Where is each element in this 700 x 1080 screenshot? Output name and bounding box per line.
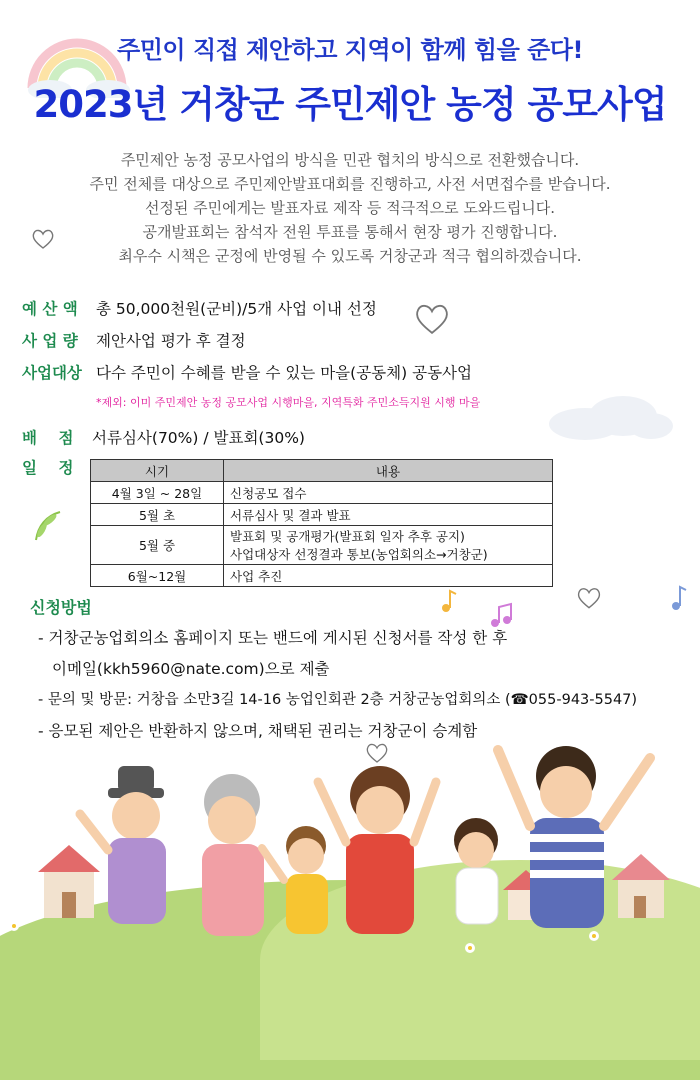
intro-paragraph xyxy=(0,148,700,268)
table-header: 시기 xyxy=(91,460,224,482)
schedule-content: 사업 추진 xyxy=(224,565,553,587)
apply-line: - 문의 및 방문: 거창읍 소만3길 14-16 농업인회관 2층 거창군농업회의소 (☎055-943-5547) xyxy=(38,692,638,708)
schedule-content-line: 사업대상자 선정결과 통보(농업회의소→거창군) xyxy=(230,547,488,562)
house-icon xyxy=(612,854,670,918)
schedule-period: 4월 3일 ~ 28일 xyxy=(91,482,224,504)
heart-icon xyxy=(30,228,56,250)
schedule-table xyxy=(90,459,553,587)
heart-icon xyxy=(412,302,452,336)
schedule-period: 5월 초 xyxy=(91,504,224,526)
apply-line: - 응모된 제안은 반환하지 않으며, 채택된 권리는 거창군이 승계함 xyxy=(38,722,478,740)
schedule-period: 6월~12월 xyxy=(91,565,224,587)
table-header-row xyxy=(91,460,553,482)
apply-heading: 신청방법 xyxy=(30,598,92,617)
budget-value: 총 50,000천원(군비)/5개 사업 이내 선정 xyxy=(96,300,377,318)
intro-line: 주민제안 농정 공모사업의 방식을 민관 협치의 방식으로 전환했습니다. xyxy=(120,151,580,169)
flower-icon xyxy=(9,921,19,931)
schedule-content-line: 발표회 및 공개평가(발표회 일자 추후 공지) xyxy=(230,529,465,544)
mother-figure xyxy=(318,766,436,934)
budget-label: 예 산 액 xyxy=(22,300,78,318)
target-note: *제외: 이미 주민제안 농정 공모사업 시행마을, 지역특화 주민소득지원 시행 마을 xyxy=(96,396,481,409)
target-row xyxy=(22,361,82,383)
apply-line: 이메일(kkh5960@nate.com)으로 제출 xyxy=(52,660,330,678)
scale-row xyxy=(22,329,78,351)
intro-line: 최우수 시책은 군정에 반영될 수 있도록 거창군과 적극 협의하겠습니다. xyxy=(118,247,582,265)
scale-value: 제안사업 평가 후 결정 xyxy=(96,332,246,350)
leaf-icon xyxy=(28,506,68,546)
intro-line: 주민 전체를 대상으로 주민제안발표대회를 진행하고, 사전 서면접수를 받습니다. xyxy=(89,175,611,193)
table-header: 내용 xyxy=(224,460,553,482)
target-value: 다수 주민이 수혜를 받을 수 있는 마을(공동체) 공동사업 xyxy=(96,364,472,382)
score-row xyxy=(22,426,74,448)
family-illustration xyxy=(0,730,700,999)
schedule-content: 서류심사 및 결과 발표 xyxy=(224,504,553,526)
house-icon xyxy=(38,845,100,918)
flower-icon xyxy=(589,931,599,941)
apply-line: - 거창군농업회의소 홈페이지 또는 밴드에 게시된 신청서를 작성 한 후 xyxy=(38,629,508,647)
budget-row xyxy=(22,297,78,319)
cloud-decoration xyxy=(545,392,675,442)
score-value: 서류심사(70%) / 발표회(30%) xyxy=(92,429,305,447)
schedule-content xyxy=(224,526,553,565)
page-subtitle: 주민이 직접 제안하고 지역이 함께 힘을 준다! xyxy=(117,36,583,64)
table-row xyxy=(91,526,553,565)
schedule-period: 5월 중 xyxy=(91,526,224,565)
intro-line: 선정된 주민에게는 발표자료 제작 등 적극적으로 도와드립니다. xyxy=(144,199,556,217)
target-label: 사업대상 xyxy=(22,364,82,382)
child-figure xyxy=(262,826,328,934)
intro-line: 공개발표회는 참석자 전원 투표를 통해서 현장 평가 진행합니다. xyxy=(142,223,558,241)
grandma-figure xyxy=(202,774,264,936)
music-note-icon xyxy=(670,584,690,612)
scale-label: 사 업 량 xyxy=(22,332,78,350)
music-note-icon xyxy=(440,588,460,614)
heart-icon xyxy=(575,586,603,610)
table-row xyxy=(91,482,553,504)
child-figure xyxy=(454,818,498,924)
table-row xyxy=(91,504,553,526)
flower-icon xyxy=(465,943,475,953)
table-row xyxy=(91,565,553,587)
music-note-icon xyxy=(490,602,514,628)
schedule-content: 신청공모 접수 xyxy=(224,482,553,504)
schedule-row xyxy=(22,456,74,478)
page-title: 2023년 거창군 주민제안 농정 공모사업 xyxy=(33,83,667,126)
schedule-label: 일 정 xyxy=(22,459,74,477)
score-label: 배 점 xyxy=(22,429,74,447)
